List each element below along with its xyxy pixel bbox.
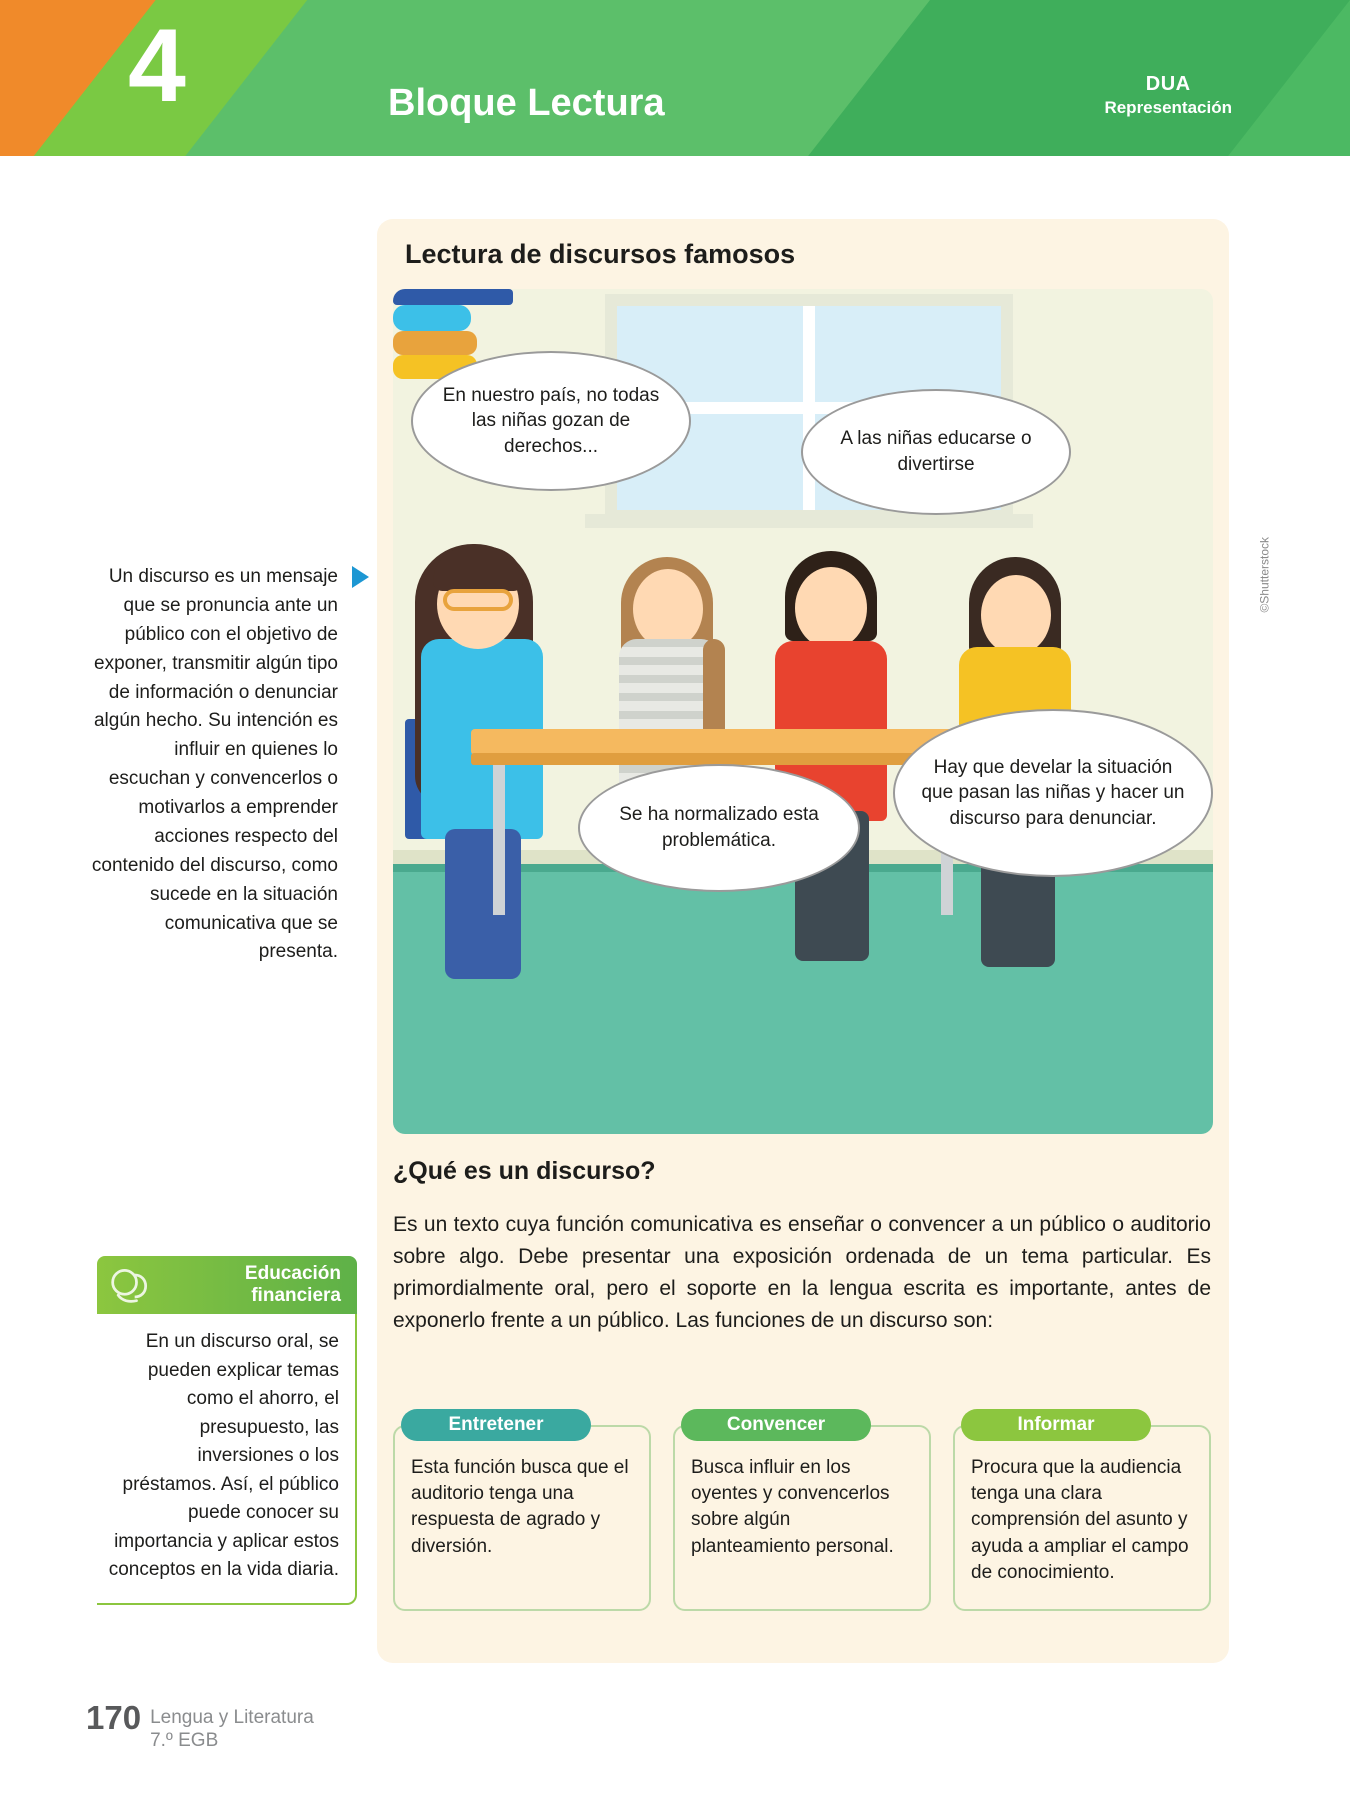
student-3-shoe bbox=[393, 331, 477, 355]
student-3-head bbox=[795, 567, 867, 649]
function-card bbox=[393, 1409, 651, 1611]
student-4-head bbox=[981, 575, 1051, 655]
block-number: 4 bbox=[128, 8, 184, 124]
student-2-head bbox=[633, 569, 703, 649]
window-sill bbox=[585, 514, 1033, 528]
student-1-legs bbox=[445, 829, 521, 979]
banner-bottom-edge bbox=[0, 156, 1350, 172]
page-title: Lectura de discursos famosos bbox=[405, 239, 796, 269]
speech-bubble-4 bbox=[893, 709, 1213, 877]
speech-bubble-1 bbox=[411, 351, 691, 491]
speech-bubble-3-text: Se ha normalizado esta problemática. bbox=[619, 804, 819, 851]
financial-education-title bbox=[245, 1263, 341, 1308]
table-top bbox=[471, 729, 971, 755]
section-heading: ¿Qué es un discurso? bbox=[393, 1157, 656, 1185]
financial-education-box bbox=[97, 1256, 357, 1605]
function-card-label: Informar bbox=[961, 1409, 1151, 1441]
student-1-bangs bbox=[433, 547, 523, 591]
side-note-text: Un discurso es un mensaje que se pronuncia ante un público con el objetivo de exponer, transmitir algún tipo de información o denunciar algún hecho. Su intención es influir en quienes lo escuchan y convencerlos o motivarlos a emprender acciones respecto del contenido del discurso, como sucede en la situación comunicativa que se presenta. bbox=[91, 566, 338, 963]
speech-bubble-4-text: Hay que develar la situación que pasan las niñas y hacer un discurso para denunciar. bbox=[921, 756, 1185, 829]
image-credit: ©Shutterstock bbox=[1258, 537, 1272, 613]
footer-subject-line1: Lengua y Literatura bbox=[150, 1706, 314, 1728]
function-card-text: Busca influir en los oyentes y convencerlos sobre algún planteamiento personal. bbox=[673, 1425, 931, 1611]
function-card-text: Esta función busca que el auditorio tenga una respuesta de agrado y diversión. bbox=[393, 1425, 651, 1611]
function-card-label: Convencer bbox=[681, 1409, 871, 1441]
glasses-icon bbox=[443, 589, 513, 611]
student-1-shoe bbox=[393, 305, 471, 331]
function-card-text: Procura que la audiencia tenga una clara comprensión del asunto y ayuda a ampliar el campo de conocimiento. bbox=[953, 1425, 1211, 1611]
speech-bubble-2 bbox=[801, 389, 1071, 515]
dua-badge bbox=[1104, 72, 1232, 118]
dua-title: DUA bbox=[1145, 73, 1191, 95]
function-card-label: Entretener bbox=[401, 1409, 591, 1441]
section-paragraph: Es un texto cuya función comunicativa es enseñar o convencer a un público o auditorio sobre algo. Debe presentar una exposición ordenada de un tema particular. Es primordialmente oral, pero el soporte en la lengua escrita es importante, antes de exponerlo frente a un público. Las funciones de un discurso son: bbox=[393, 1213, 1211, 1332]
functions-cards bbox=[393, 1409, 1211, 1611]
banner-title: Bloque Lectura bbox=[388, 82, 665, 124]
page-footer bbox=[86, 1698, 314, 1752]
main-content-panel bbox=[377, 219, 1272, 1663]
speech-bubble-3 bbox=[578, 764, 860, 892]
page-banner bbox=[0, 0, 1350, 172]
speech-bubble-2-text: A las niñas educarse o divertirse bbox=[840, 428, 1032, 475]
financial-education-text: En un discurso oral, se pueden explicar temas como el ahorro, el presupuesto, las inversiones o los préstamos. Así, el público puede conocer su importancia y aplicar estos conceptos en la vida diaria. bbox=[97, 1314, 357, 1605]
financial-education-title-line1: Educación bbox=[244, 1262, 341, 1284]
table-leg-left bbox=[493, 765, 505, 915]
function-card bbox=[673, 1409, 931, 1611]
financial-education-title-line2: financiera bbox=[251, 1285, 341, 1306]
coin-hand-icon bbox=[109, 1264, 153, 1308]
chair-1-seat bbox=[393, 289, 513, 305]
footer-subject-line2: 7.º EGB bbox=[150, 1729, 219, 1751]
classroom-illustration bbox=[393, 289, 1213, 1134]
footer-subject bbox=[150, 1702, 314, 1752]
financial-education-header bbox=[97, 1256, 357, 1314]
speech-bubble-1-text: En nuestro país, no todas las niñas gozan de derechos... bbox=[442, 384, 660, 457]
function-card bbox=[953, 1409, 1211, 1611]
side-note-arrow-icon bbox=[352, 566, 369, 588]
dua-subtitle: Representación bbox=[1104, 98, 1232, 117]
page-number: 170 bbox=[86, 1698, 142, 1736]
